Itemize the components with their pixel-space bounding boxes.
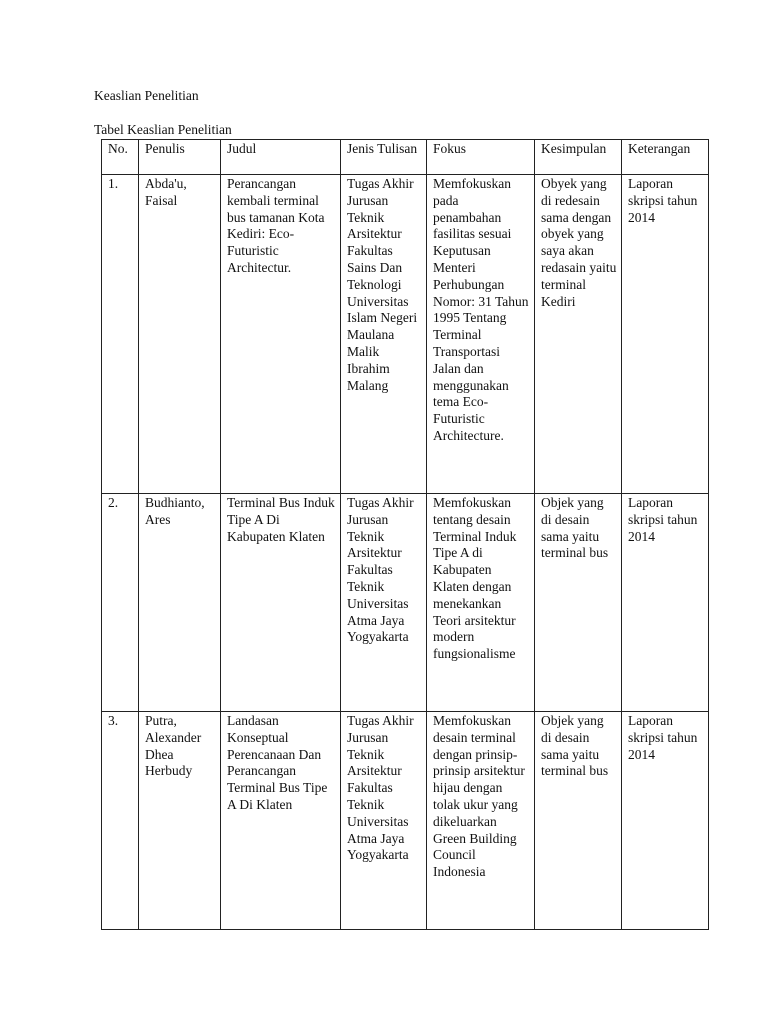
cell-judul: Terminal Bus Induk Tipe A Di Kabupaten Klaten xyxy=(221,494,341,712)
cell-fokus: Memfokuskan pada penambahan fasilitas sesuai Keputusan Menteri Perhubungan Nomor: 31 Tahun 1995 Tentang Terminal Transportasi Jalan dan menggunakan tema Eco-Futuristic Architecture. xyxy=(427,175,535,494)
cell-no: 3. xyxy=(102,712,139,930)
cell-keterangan: Laporan skripsi tahun 2014 xyxy=(622,712,709,930)
cell-keterangan: Laporan skripsi tahun 2014 xyxy=(622,175,709,494)
header-kesimpulan: Kesimpulan xyxy=(535,140,622,175)
cell-no: 1. xyxy=(102,175,139,494)
cell-kesimpulan: Objek yang di desain sama yaitu terminal bus xyxy=(535,494,622,712)
table-caption: Tabel Keaslian Penelitian xyxy=(94,122,232,137)
cell-kesimpulan: Objek yang di desain sama yaitu terminal bus xyxy=(535,712,622,930)
header-no: No. xyxy=(102,140,139,175)
header-fokus: Fokus xyxy=(427,140,535,175)
table-row xyxy=(102,712,709,930)
cell-no: 2. xyxy=(102,494,139,712)
cell-jenis-tulisan: Tugas Akhir Jurusan Teknik Arsitektur Fakultas Sains Dan Teknologi Universitas Islam Negeri Maulana Malik Ibrahim Malang xyxy=(341,175,427,494)
cell-penulis: Abda'u, Faisal xyxy=(139,175,221,494)
header-judul: Judul xyxy=(221,140,341,175)
cell-kesimpulan: Obyek yang di redesain sama dengan obyek yang saya akan redasain yaitu terminal Kediri xyxy=(535,175,622,494)
research-originality-table xyxy=(101,139,709,930)
cell-penulis: Putra, Alexander Dhea Herbudy xyxy=(139,712,221,930)
cell-penulis: Budhianto, Ares xyxy=(139,494,221,712)
cell-judul: Landasan Konseptual Perencanaan Dan Perancangan Terminal Bus Tipe A Di Klaten xyxy=(221,712,341,930)
table-header-row xyxy=(102,140,709,175)
header-jenis-tulisan: Jenis Tulisan xyxy=(341,140,427,175)
cell-keterangan: Laporan skripsi tahun 2014 xyxy=(622,494,709,712)
cell-judul: Perancangan kembali terminal bus tamanan Kota Kediri: Eco-Futuristic Architectur. xyxy=(221,175,341,494)
table-row xyxy=(102,175,709,494)
cell-fokus: Memfokuskan tentang desain Terminal Induk Tipe A di Kabupaten Klaten dengan menekankan Teori arsitektur modern fungsionalisme xyxy=(427,494,535,712)
cell-jenis-tulisan: Tugas Akhir Jurusan Teknik Arsitektur Fakultas Teknik Universitas Atma Jaya Yogyakarta xyxy=(341,712,427,930)
header-penulis: Penulis xyxy=(139,140,221,175)
cell-fokus: Memfokuskan desain terminal dengan prinsip-prinsip arsitektur hijau dengan tolak ukur yang dikeluarkan Green Building Council Indonesia xyxy=(427,712,535,930)
section-heading: Keaslian Penelitian xyxy=(94,88,199,103)
header-keterangan: Keterangan xyxy=(622,140,709,175)
cell-jenis-tulisan: Tugas Akhir Jurusan Teknik Arsitektur Fakultas Teknik Universitas Atma Jaya Yogyakarta xyxy=(341,494,427,712)
table-row xyxy=(102,494,709,712)
